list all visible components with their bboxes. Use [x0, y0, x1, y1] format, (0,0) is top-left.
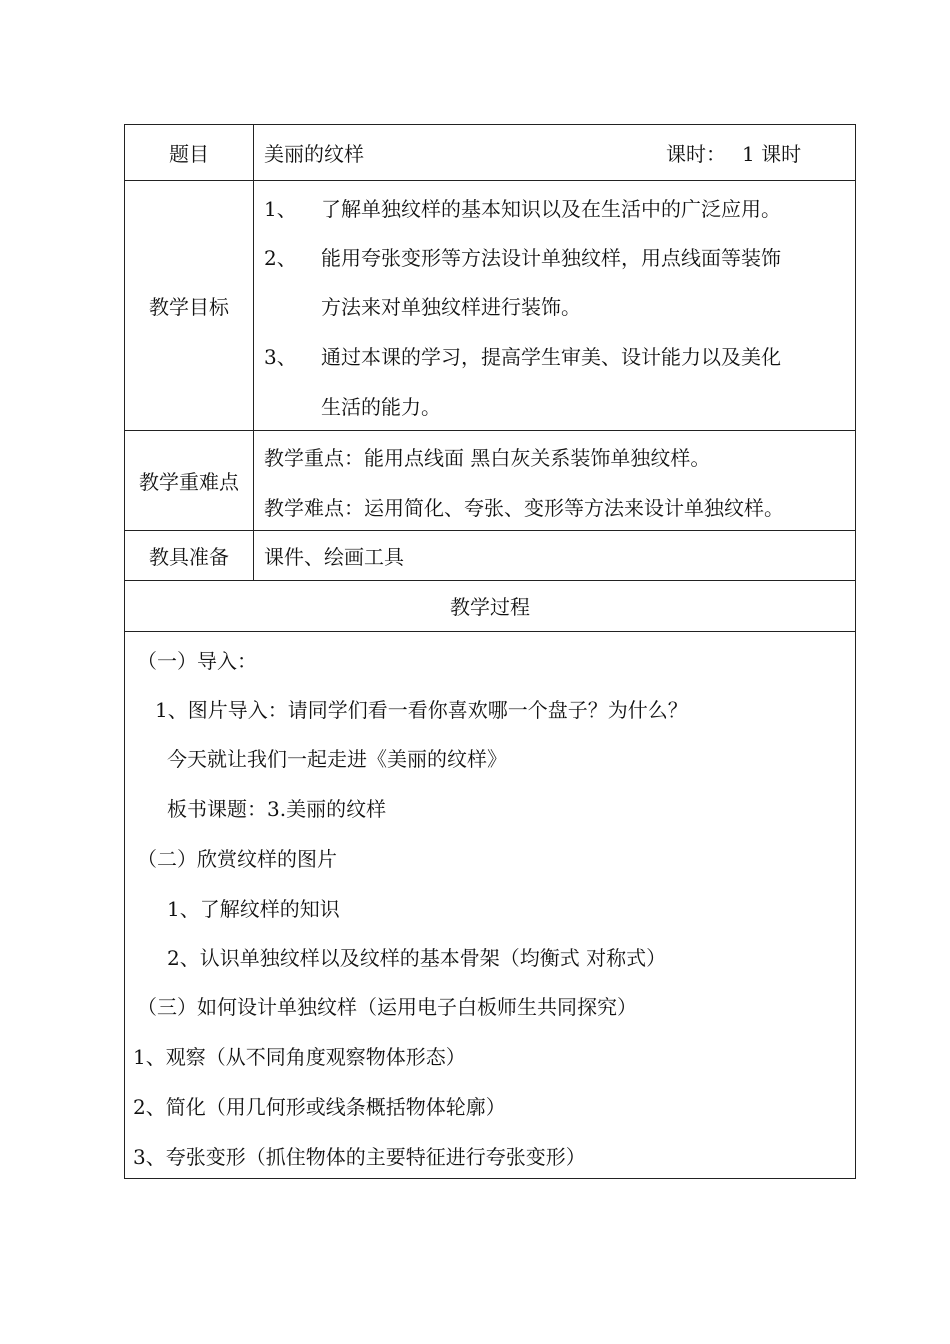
key-points-label: 教学重难点 — [125, 431, 254, 530]
teaching-focus: 教学重点：能用点线面 黑白灰关系装饰单独纹样。 — [264, 446, 711, 470]
process-line-7: 2、认识单独纹样以及纹样的基本骨架（均衡式 对称式） — [167, 946, 667, 970]
materials-label: 教具准备 — [125, 531, 254, 580]
process-body-row — [125, 632, 855, 1178]
goal-2-text-line1: 能用夸张变形等方法设计单独纹样，用点线面等装饰 — [321, 246, 781, 270]
process-title-row — [125, 581, 855, 632]
goal-3-text-line2: 生活的能力。 — [321, 395, 441, 419]
topic-label: 题目 — [125, 125, 254, 180]
goals-row — [125, 181, 855, 431]
process-line-9: 1、观察（从不同角度观察物体形态） — [133, 1045, 466, 1069]
topic-row — [125, 125, 855, 181]
process-line-11: 3、夸张变形（抓住物体的主要特征进行夸张变形） — [133, 1145, 586, 1169]
topic-cell — [254, 125, 855, 180]
goal-2-number: 2、 — [264, 246, 297, 270]
process-line-5: （二）欣赏纹样的图片 — [137, 847, 337, 871]
materials-value: 课件、绘画工具 — [264, 545, 404, 569]
process-line-4: 板书课题：3.美丽的纹样 — [167, 797, 387, 821]
process-title: 教学过程 — [450, 595, 530, 619]
goal-1-text: 了解单独纹样的基本知识以及在生活中的广泛应用。 — [321, 197, 781, 221]
goal-2-text-line2: 方法来对单独纹样进行装饰。 — [321, 295, 581, 319]
hours-label: 课时： — [666, 142, 726, 166]
materials-cell — [254, 531, 855, 580]
goals-label: 教学目标 — [125, 181, 254, 430]
lesson-plan-table — [124, 124, 856, 1179]
topic-value: 美丽的纹样 — [264, 142, 364, 166]
materials-row — [125, 531, 855, 581]
process-line-1: （一）导入： — [137, 649, 257, 673]
hours-value: 1 课时 — [742, 142, 802, 166]
process-line-2: 1、图片导入：请同学们看一看你喜欢哪一个盘子？为什么？ — [155, 698, 688, 722]
goal-3-number: 3、 — [264, 345, 297, 369]
goal-1-number: 1、 — [264, 197, 297, 221]
teaching-difficulty: 教学难点：运用简化、夸张、变形等方法来设计单独纹样。 — [264, 496, 784, 520]
key-points-cell — [254, 431, 855, 530]
process-line-10: 2、简化（用几何形或线条概括物体轮廓） — [133, 1095, 506, 1119]
process-line-3: 今天就让我们一起走进《美丽的纹样》 — [167, 747, 507, 771]
process-line-6: 1、了解纹样的知识 — [167, 897, 340, 921]
goal-3-text-line1: 通过本课的学习，提高学生审美、设计能力以及美化 — [321, 345, 781, 369]
key-points-row — [125, 431, 855, 531]
process-line-8: （三）如何设计单独纹样（运用电子白板师生共同探究） — [137, 995, 637, 1019]
goals-cell — [254, 181, 855, 430]
